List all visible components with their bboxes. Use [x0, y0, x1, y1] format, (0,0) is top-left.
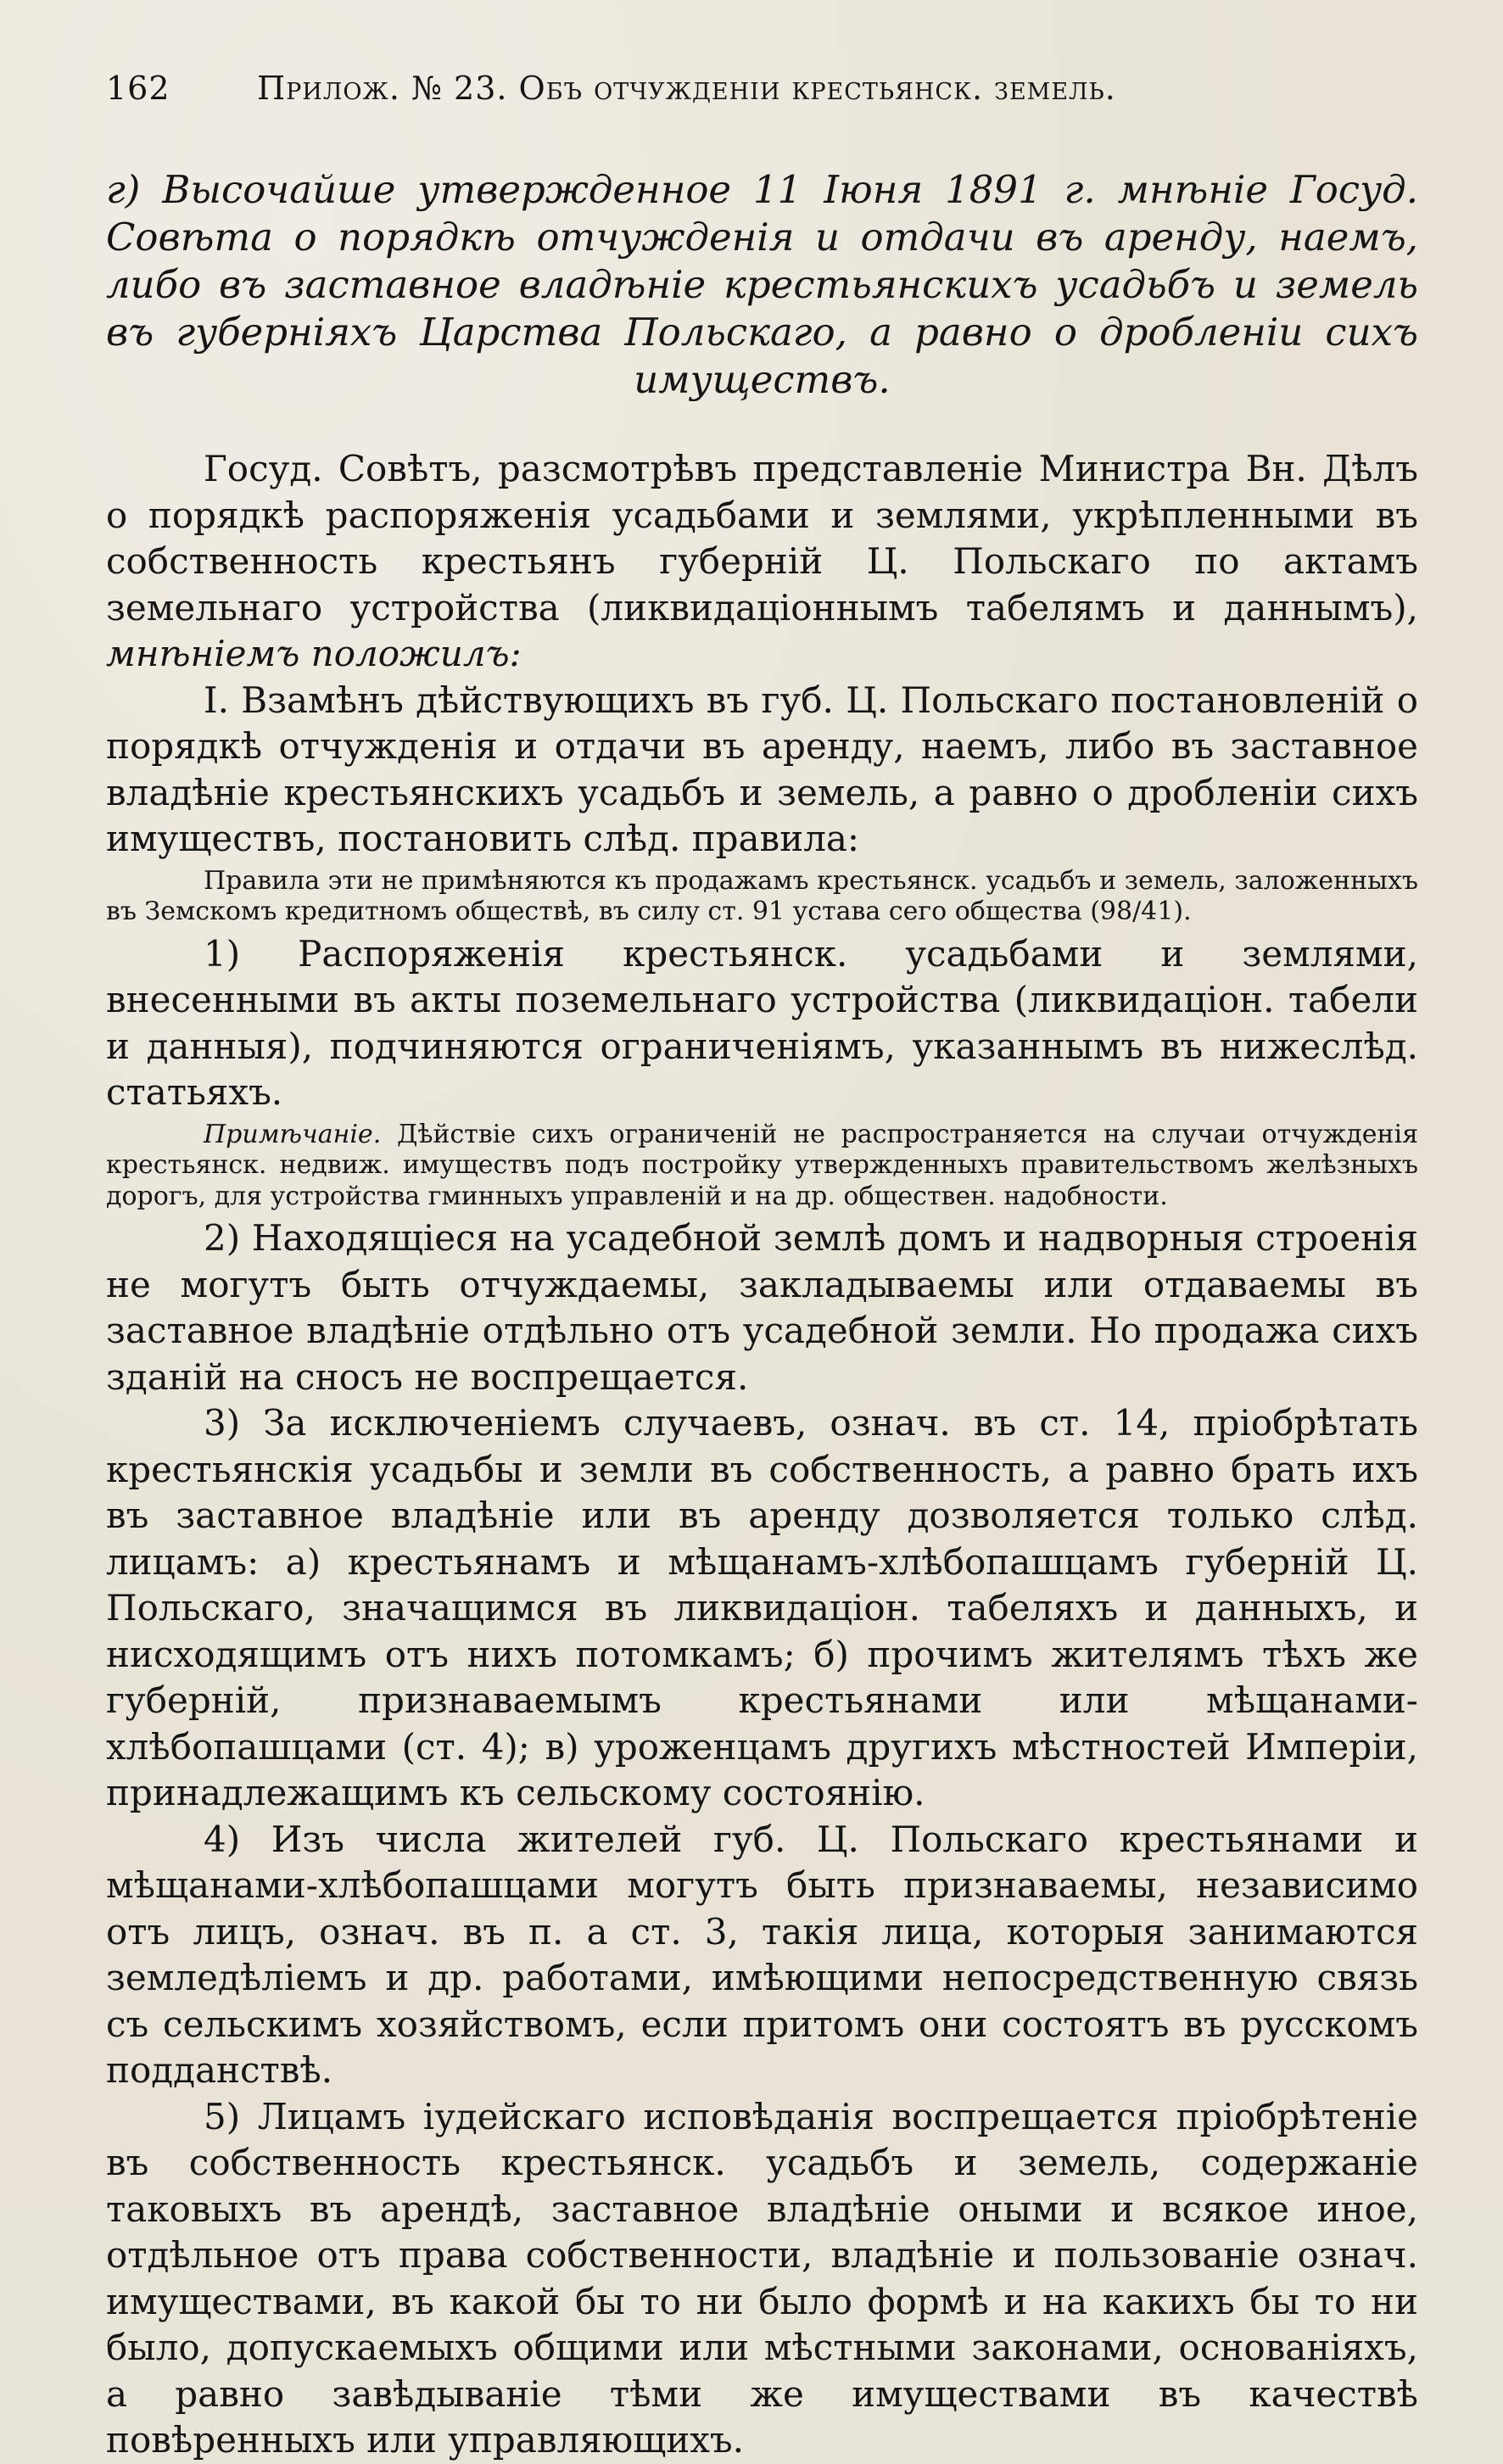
article-1-paragraph: 1) Распоряженiя крестьянск. усадьбами и землями, внесенными въ акты поземельнаго устройства (ликвидацiон. табели и данныя), подчиняются ограниченiямъ, указаннымъ въ нижеслѣд. статьяхъ.: [106, 932, 1418, 1113]
running-header: [106, 70, 1418, 107]
running-title: Прилож. № 23. Объ отчужденiи крестьянск. земель.: [257, 70, 1116, 107]
section-1-paragraph: I. Взамѣнъ дѣйствующихъ въ губ. Ц. Польскаго постановленiй о порядкѣ отчужденiя и отдачи въ аренду, наемъ, либо въ заставное владѣнiе крестьянскихъ усадьбъ и земель, а равно о дробленiи сихъ имуществъ, постановить слѣд. правила:: [106, 679, 1418, 859]
page-number: 162: [106, 70, 170, 107]
article-5-paragraph: 5) Лицамъ iудейскаго исповѣданiя воспрещается прiобрѣтенiе въ собственность крестьянск. усадьбъ и земель, содержанiе таковыхъ въ арендѣ, заставное владѣнiе оными и всякое иное, отдѣльное отъ права собственности, владѣнiе и пользованiе означ. имуществами, въ какой бы то ни было формѣ и на какихъ бы то ни было, допускаемыхъ общими или мѣстными законами, основанiяхъ, а равно завѣдыванiе тѣми же имуществами въ качествѣ повѣренныхъ или управляющихъ.: [106, 2095, 1418, 2461]
article-4-paragraph: 4) Изъ числа жителей губ. Ц. Польскаго крестьянами и мѣщанами-хлѣбопашцами могутъ быть признаваемы, независимо отъ лицъ, означ. въ п. а ст. 3, такiя лица, которыя занимаются земледѣлiемъ и др. работами, имѣющими непосредственную связь съ сельскимъ хозяйствомъ, если притомъ они состоятъ въ русскомъ подданствѣ.: [106, 1818, 1418, 2091]
note-2-label: Примѣчанiе.: [204, 1119, 382, 1149]
intro-text: Госуд. Совѣтъ, разсмотрѣвъ представленiе Министра Вн. Дѣлъ о порядкѣ распоряженiя усадьбами и землями, укрѣпленными въ собственность крестьянъ губернiй Ц. Польскаго по актамъ земельнаго устройства (ликвидацiоннымъ табелямъ и даннымъ),: [106, 448, 1418, 629]
article-3-paragraph: 3) За исключенiемъ случаевъ, означ. въ ст. 14, прiобрѣтать крестьянскiя усадьбы и земли въ собственность, а равно брать ихъ въ заставное владѣнiе или въ аренду дозволяется только слѣд. лицамъ: а) крестьянамъ и мѣщанамъ-хлѣбопашцамъ губернiй Ц. Польскаго, значащимся въ ликвидацiон. табеляхъ и данныхъ, и нисходящимъ отъ нихъ потомкамъ; б) прочимъ жителямъ тѣхъ же губернiй, признаваемымъ крестьянами или мѣщанами-хлѣбопашцами (ст. 4); в) уроженцамъ другихъ мѣстностей Имперiи, принадлежащимъ къ сельскому состоянiю.: [106, 1402, 1418, 1813]
article-2-paragraph: 2) Находящiеся на усадебной землѣ домъ и надворныя строенiя не могутъ быть отчуждаемы, закладываемы или отдаваемы въ заставное владѣнiе отдѣльно отъ усадебной земли. Но продажа сихъ зданiй на сносъ не воспрещается.: [106, 1217, 1418, 1398]
note-2-text: Дѣйствiе сихъ ограниченiй не распространяется на случаи отчужденiя крестьянск. недвиж. имуществъ подъ постройку утвержденныхъ правительствомъ желѣзныхъ дорогъ, для устройства гминныхъ управленiй и на др. обществен. надобности.: [106, 1119, 1418, 1211]
note-2: [106, 1120, 1418, 1213]
section-title: г) Высочайше утвержденное 11 Iюня 1891 г. мнѣнiе Госуд. Совѣта о порядкѣ отчужденiя и отдачи въ аренду, наемъ, либо въ заставное владѣнiе крестьянскихъ усадьбъ и земель въ губернiяхъ Царства Польскаго, а равно о дробленiи сихъ имуществъ.: [106, 167, 1418, 402]
intro-italic-tail: мнѣнiемъ положилъ:: [106, 633, 522, 674]
note-1: Правила эти не примѣняются къ продажамъ крестьянск. усадьбъ и земель, заложенныхъ въ Земскомъ кредитномъ обществѣ, въ силу ст. 91 устава сего общества (98/41).: [106, 865, 1418, 926]
intro-paragraph: [106, 446, 1418, 678]
